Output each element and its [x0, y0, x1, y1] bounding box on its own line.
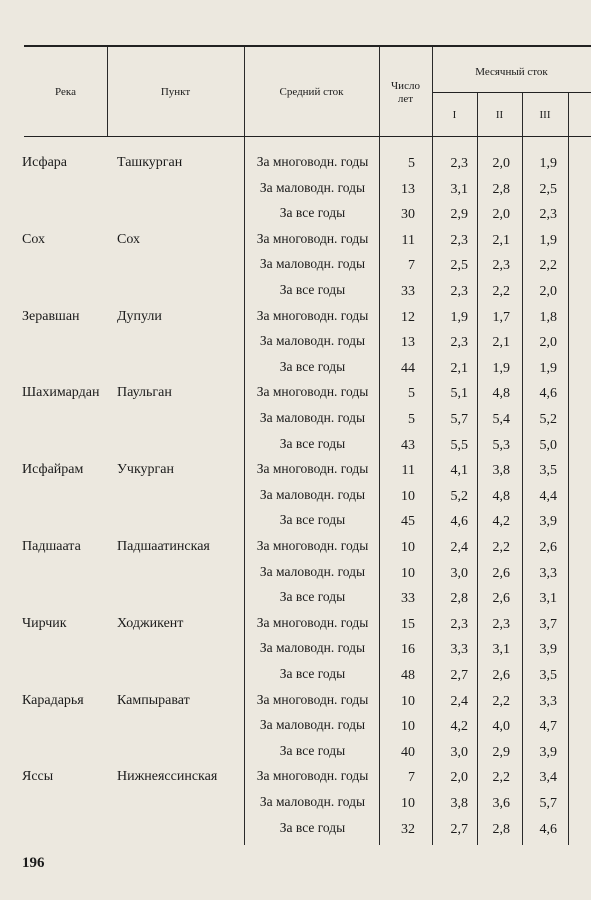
flow-category: За многоводн. годы	[256, 691, 369, 707]
february-flow: 2,1	[492, 232, 510, 248]
march-flow: 4,6	[539, 386, 557, 402]
flow-category: За все годы	[279, 282, 346, 297]
january-flow: 3,0	[450, 744, 468, 760]
flow-category: За многоводн. годы	[256, 614, 369, 630]
flow-category: За все годы	[279, 205, 346, 221]
flow-category: За маловодн. годы	[259, 794, 366, 809]
march-flow: 3,5	[539, 668, 557, 683]
february-flow: 2,8	[492, 821, 510, 837]
flow-category: За маловодн. годы	[259, 563, 366, 579]
flow-category: За многоводн. годы	[256, 768, 369, 784]
river-name: Шахимардан	[22, 385, 100, 401]
table-row	[0, 409, 591, 435]
february-flow: 4,2	[492, 514, 510, 530]
flow-category: За все годы	[279, 435, 346, 451]
years-count: 5	[408, 386, 415, 402]
station-name: Падшаатинская	[117, 539, 210, 554]
january-flow: 2,5	[450, 258, 468, 274]
table-row	[0, 204, 591, 230]
march-flow: 3,3	[539, 565, 557, 581]
years-count: 13	[401, 181, 415, 197]
flow-category: За все годы	[279, 589, 346, 605]
years-count: 30	[401, 207, 415, 223]
flow-category: За все годы	[279, 358, 346, 374]
station-name: Дупули	[117, 308, 162, 324]
river-name: Сох	[22, 231, 45, 247]
table-row	[0, 153, 591, 179]
flow-category: За маловодн. годы	[259, 410, 366, 425]
january-flow: 3,3	[450, 642, 468, 658]
years-count: 33	[401, 284, 415, 299]
station-name: Ташкурган	[117, 155, 183, 170]
january-flow: 2,3	[450, 284, 468, 299]
years-count: 33	[401, 591, 415, 607]
river-name: Карадарья	[22, 692, 84, 708]
river-name: Падшаата	[22, 539, 81, 554]
table-row	[0, 665, 591, 691]
february-flow: 2,1	[492, 335, 510, 351]
march-flow: 4,6	[539, 821, 557, 837]
february-flow: 2,2	[492, 770, 510, 786]
march-flow: 3,4	[539, 770, 557, 786]
header-month-1: I	[452, 109, 457, 121]
flow-category: За все годы	[279, 819, 346, 835]
march-flow: 1,9	[539, 156, 557, 171]
station-name: Сох	[117, 231, 140, 247]
table-row	[0, 307, 591, 333]
table-row	[0, 614, 591, 640]
january-flow: 4,2	[450, 719, 468, 735]
header-num-years-line1: Число	[391, 80, 420, 92]
march-flow: 3,9	[539, 514, 557, 530]
january-flow: 5,5	[450, 437, 468, 453]
years-count: 10	[401, 565, 415, 581]
flow-category: За многоводн. годы	[256, 384, 369, 400]
years-count: 7	[408, 770, 415, 786]
january-flow: 2,4	[450, 540, 468, 555]
header-divider	[432, 47, 433, 136]
february-flow: 1,7	[492, 309, 510, 325]
years-count: 10	[401, 488, 415, 504]
march-flow: 3,9	[539, 744, 557, 760]
february-flow: 2,3	[492, 258, 510, 274]
march-flow: 5,2	[539, 412, 557, 427]
table-row	[0, 537, 591, 563]
page-number: 196	[22, 855, 45, 871]
table-row	[0, 639, 591, 665]
march-flow: 3,5	[539, 463, 557, 479]
march-flow: 1,9	[539, 360, 557, 376]
years-count: 7	[408, 258, 415, 274]
february-flow: 4,8	[492, 488, 510, 504]
header-month-2: II	[495, 109, 504, 121]
header-num-years	[379, 80, 432, 106]
years-count: 16	[401, 642, 415, 658]
years-count: 10	[401, 719, 415, 735]
table-header-rule	[24, 136, 591, 137]
table-row	[0, 179, 591, 205]
table-row	[0, 281, 591, 307]
table-top-rule	[24, 45, 591, 47]
table-row	[0, 691, 591, 717]
table-row	[0, 742, 591, 768]
table-row	[0, 819, 591, 845]
station-name: Ходжикент	[117, 615, 184, 631]
january-flow: 2,9	[450, 207, 468, 223]
january-flow: 2,8	[450, 591, 468, 607]
march-flow: 5,7	[539, 796, 557, 811]
flow-category: За многоводн. годы	[256, 230, 369, 246]
years-count: 10	[401, 693, 415, 709]
flow-category: За маловодн. годы	[259, 333, 366, 349]
years-count: 11	[401, 463, 415, 479]
february-flow: 2,6	[492, 565, 510, 581]
january-flow: 2,3	[450, 335, 468, 351]
header-river: Река	[55, 86, 76, 98]
january-flow: 2,1	[450, 360, 468, 376]
flow-category: За многоводн. годы	[256, 538, 369, 553]
flow-category: За многоводн. годы	[256, 154, 369, 169]
january-flow: 5,7	[450, 412, 468, 427]
header-num-years-line2: лет	[397, 93, 414, 105]
years-count: 44	[401, 360, 415, 376]
years-count: 10	[401, 540, 415, 555]
table-row	[0, 511, 591, 537]
march-flow: 4,7	[539, 719, 557, 735]
table-row	[0, 767, 591, 793]
flow-category: За маловодн. годы	[259, 717, 366, 733]
february-flow: 2,6	[492, 668, 510, 683]
years-count: 11	[401, 232, 415, 248]
years-count: 40	[401, 744, 415, 760]
years-count: 48	[401, 668, 415, 683]
table-row	[0, 460, 591, 486]
february-flow: 2,3	[492, 616, 510, 632]
january-flow: 2,3	[450, 616, 468, 632]
header-month-3: III	[539, 109, 551, 121]
march-flow: 3,3	[539, 693, 557, 709]
january-flow: 5,1	[450, 386, 468, 402]
february-flow: 3,8	[492, 463, 510, 479]
table-row	[0, 358, 591, 384]
header-monthly: Месячный сток	[475, 66, 548, 78]
january-flow: 1,9	[450, 309, 468, 325]
years-count: 32	[401, 821, 415, 837]
march-flow: 5,0	[539, 437, 557, 453]
february-flow: 2,0	[492, 207, 510, 223]
january-flow: 2,7	[450, 821, 468, 837]
years-count: 5	[408, 412, 415, 427]
table-row	[0, 230, 591, 256]
table-row	[0, 563, 591, 589]
flow-category: За все годы	[279, 512, 346, 528]
february-flow: 5,4	[492, 412, 510, 427]
january-flow: 3,1	[450, 181, 468, 197]
february-flow: 2,2	[492, 284, 510, 299]
years-count: 13	[401, 335, 415, 351]
february-flow: 2,8	[492, 181, 510, 197]
january-flow: 2,3	[450, 156, 468, 171]
table-row	[0, 435, 591, 461]
river-name: Исфара	[22, 155, 67, 170]
flow-category: За многоводн. годы	[256, 307, 369, 323]
header-divider	[568, 93, 569, 136]
river-name: Зеравшан	[22, 308, 80, 324]
march-flow: 2,5	[539, 181, 557, 197]
river-name: Чирчик	[22, 615, 67, 631]
flow-category: За все годы	[279, 666, 346, 681]
january-flow: 2,7	[450, 668, 468, 683]
february-flow: 3,6	[492, 796, 510, 811]
march-flow: 2,3	[539, 207, 557, 223]
station-name: Кампырават	[117, 692, 190, 708]
february-flow: 2,0	[492, 156, 510, 171]
march-flow: 2,0	[539, 335, 557, 351]
march-flow: 1,9	[539, 232, 557, 248]
table-row	[0, 588, 591, 614]
station-name: Паульган	[117, 385, 172, 401]
table-row	[0, 332, 591, 358]
flow-category: За маловодн. годы	[259, 486, 366, 502]
march-flow: 3,7	[539, 616, 557, 632]
february-flow: 1,9	[492, 360, 510, 376]
years-count: 5	[408, 156, 415, 171]
table-row	[0, 383, 591, 409]
years-count: 10	[401, 796, 415, 811]
february-flow: 2,2	[492, 540, 510, 555]
table-row	[0, 255, 591, 281]
march-flow: 2,0	[539, 284, 557, 299]
river-name: Яссы	[22, 769, 54, 785]
march-flow: 1,8	[539, 309, 557, 325]
january-flow: 4,6	[450, 514, 468, 530]
march-flow: 2,6	[539, 540, 557, 555]
march-flow: 3,9	[539, 642, 557, 658]
years-count: 15	[401, 616, 415, 632]
january-flow: 4,1	[450, 463, 468, 479]
flow-category: За маловодн. годы	[259, 640, 366, 656]
february-flow: 4,0	[492, 719, 510, 735]
header-avg-flow: Средний сток	[279, 86, 344, 98]
march-flow: 2,2	[539, 258, 557, 274]
february-flow: 3,1	[492, 642, 510, 658]
flow-category: За многоводн. годы	[256, 461, 369, 477]
flow-category: За маловодн. годы	[259, 179, 366, 195]
station-name: Нижнеяссинская	[117, 769, 218, 785]
river-name: Исфайрам	[22, 462, 84, 478]
february-flow: 5,3	[492, 437, 510, 453]
january-flow: 2,3	[450, 232, 468, 248]
table-row	[0, 716, 591, 742]
table-row	[0, 486, 591, 512]
january-flow: 5,2	[450, 488, 468, 504]
years-count: 45	[401, 514, 415, 530]
february-flow: 4,8	[492, 386, 510, 402]
february-flow: 2,2	[492, 693, 510, 709]
march-flow: 4,4	[539, 488, 557, 504]
flow-category: За маловодн. годы	[259, 256, 366, 272]
january-flow: 3,8	[450, 796, 468, 811]
flow-category: За все годы	[279, 742, 346, 758]
january-flow: 2,0	[450, 770, 468, 786]
february-flow: 2,9	[492, 744, 510, 760]
table-row	[0, 793, 591, 819]
station-name: Учкурган	[117, 462, 175, 478]
years-count: 43	[401, 437, 415, 453]
january-flow: 2,4	[450, 693, 468, 709]
years-count: 12	[401, 309, 415, 325]
march-flow: 3,1	[539, 591, 557, 607]
header-point: Пункт	[160, 86, 191, 98]
january-flow: 3,0	[450, 565, 468, 581]
february-flow: 2,6	[492, 591, 510, 607]
